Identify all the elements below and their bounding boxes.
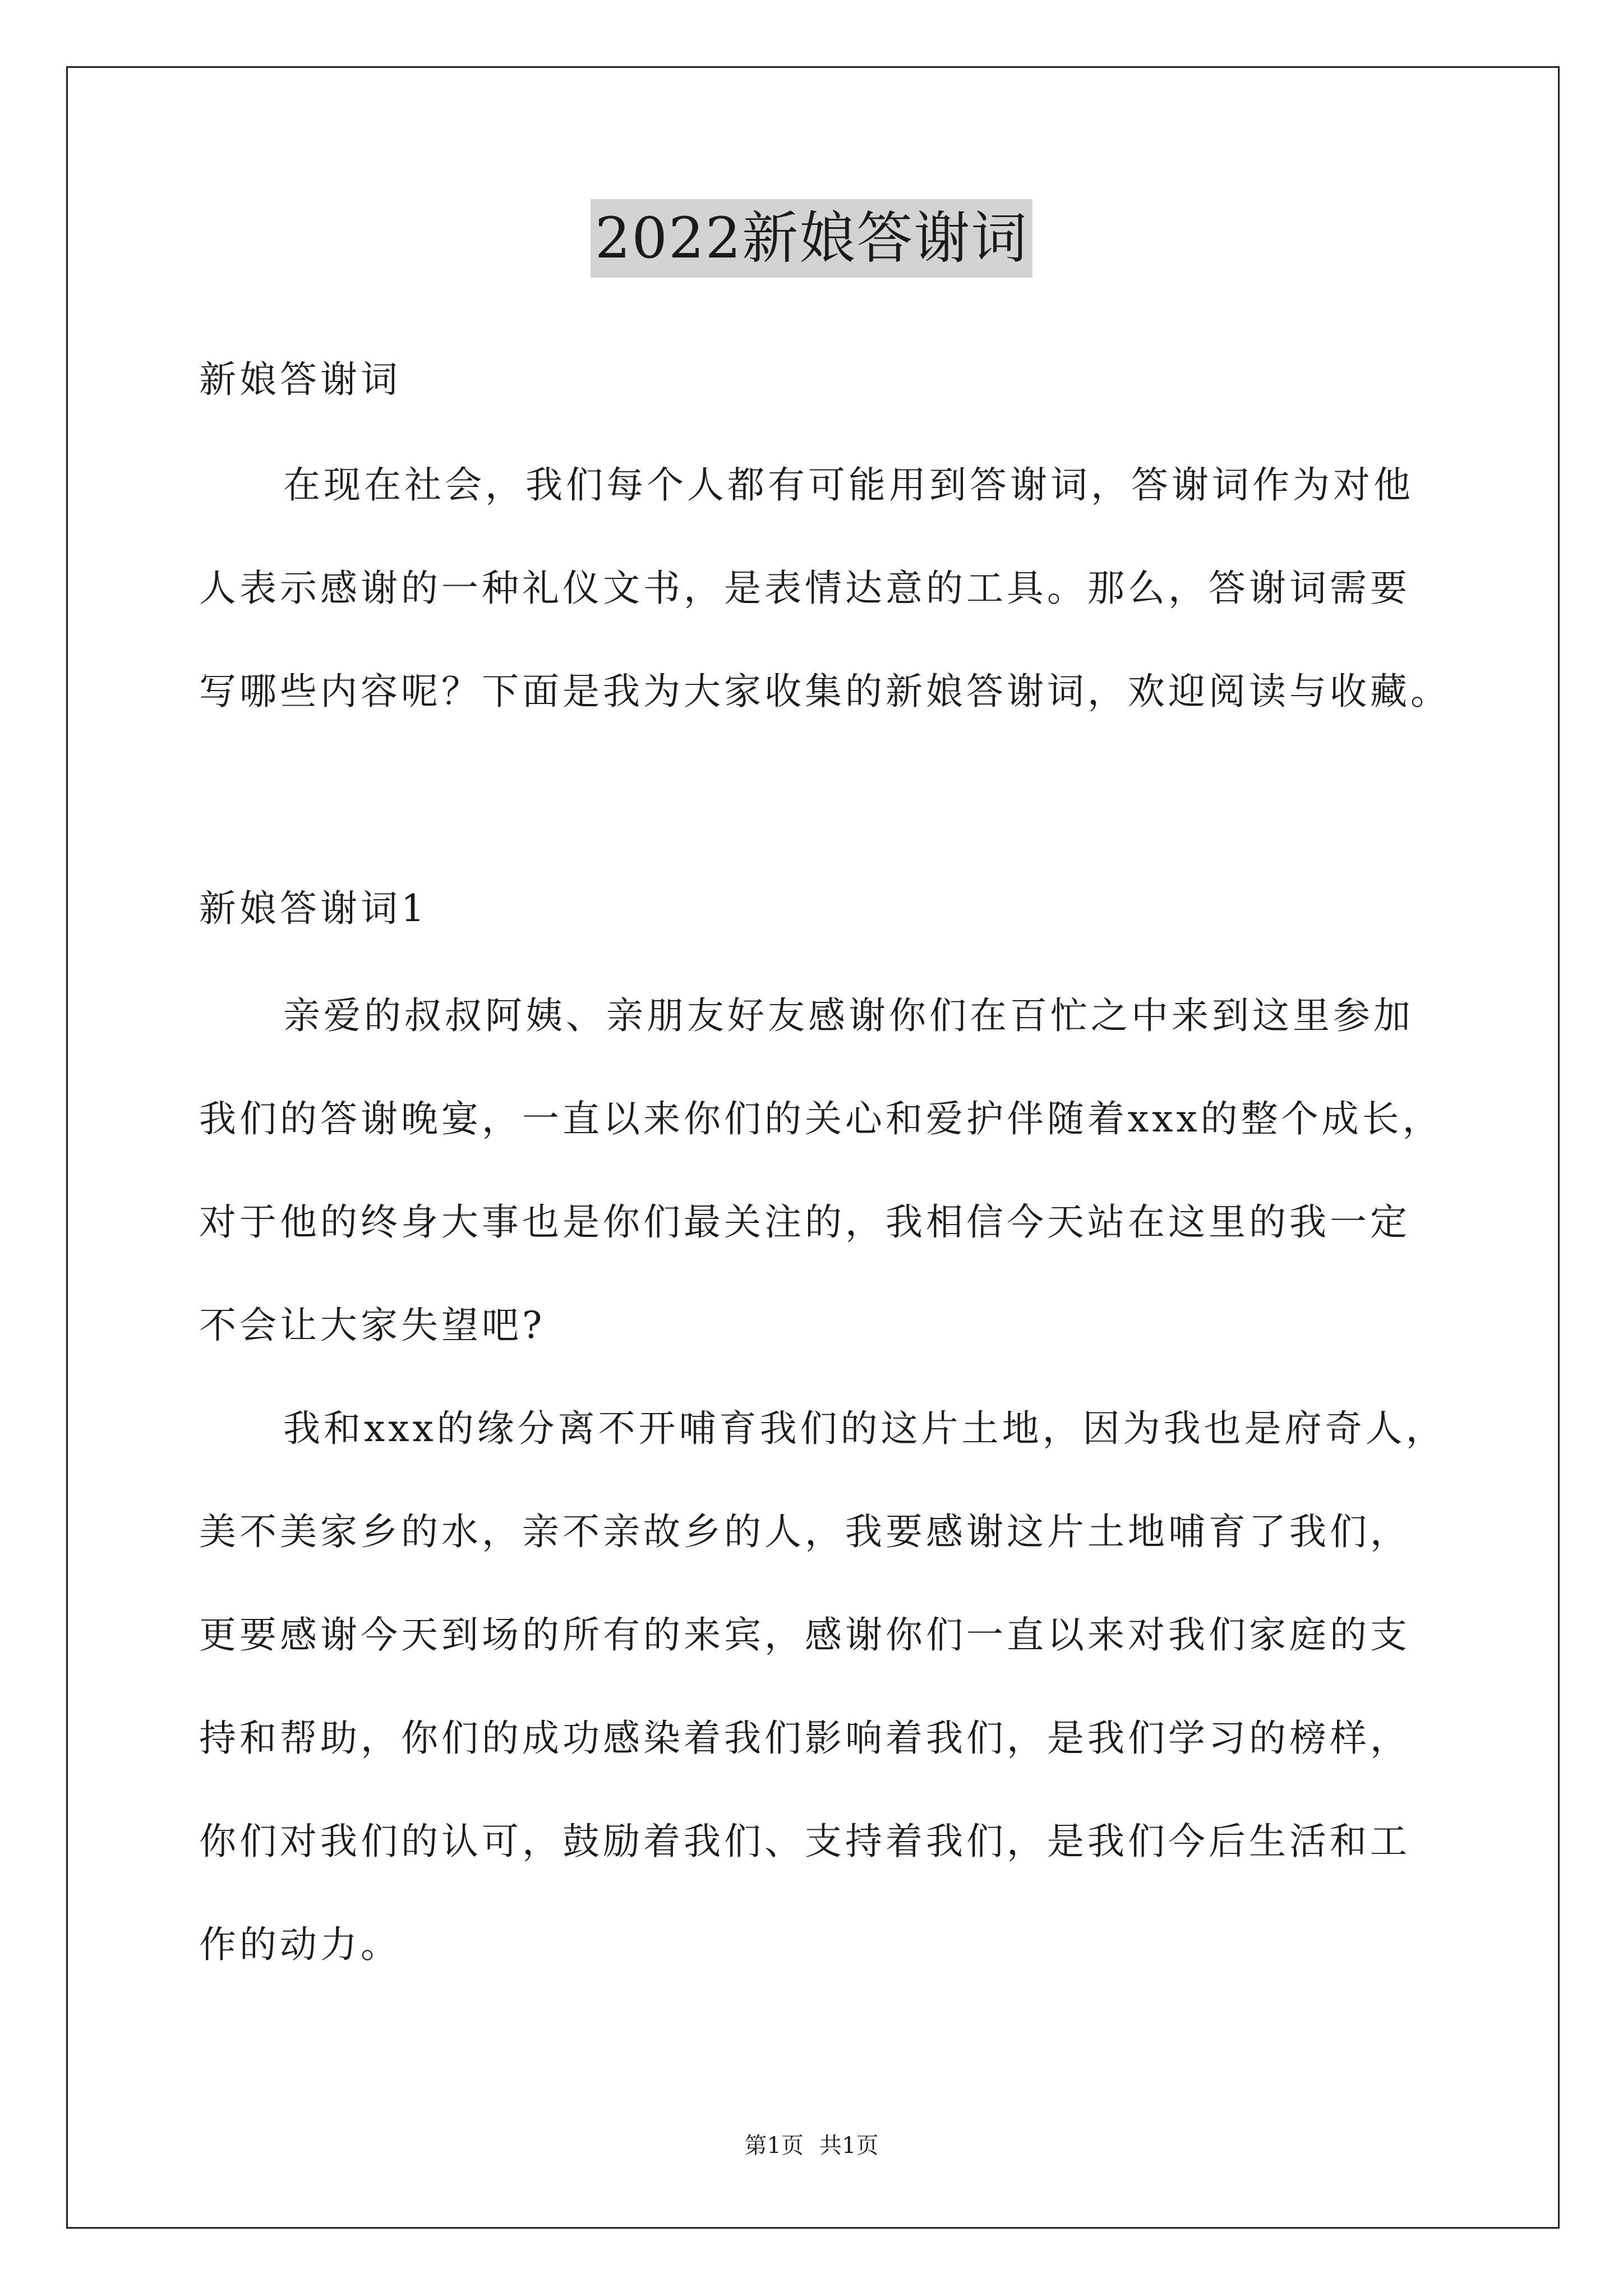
document-title: 2022新娘答谢词 [591,199,1033,278]
section-heading: 新娘答谢词1 [199,887,428,930]
paragraph-line: 不会让大家失望吧? [199,1304,546,1347]
paragraph-line: 作的动力。 [199,1923,401,1966]
paragraph-line: 在现在社会，我们每个人都有可能用到答谢词，答谢词作为对他 [283,463,1414,507]
paragraph-line: 亲爱的叔叔阿姨、亲朋友好友感谢你们在百忙之中来到这里参加 [283,994,1414,1037]
paragraph-line: 更要感谢今天到场的所有的来宾，感谢你们一直以来对我们家庭的支 [199,1613,1410,1657]
paragraph-line: 你们对我们的认可，鼓励着我们、支持着我们，是我们今后生活和工 [199,1820,1410,1863]
section-heading: 新娘答谢词 [199,358,401,401]
paragraph-line: 美不美家乡的水，亲不亲故乡的人，我要感谢这片土地哺育了我们， [199,1510,1410,1553]
paragraph-line: 写哪些内容呢？下面是我为大家收集的新娘答谢词，欢迎阅读与收藏。 [199,670,1451,713]
paragraph-line: 我们的答谢晚宴，一直以来你们的关心和爱护伴随着xxx的整个成长， [199,1097,1443,1140]
page-footer [0,2129,1623,2162]
paragraph-line: 人表示感谢的一种礼仪文书，是表情达意的工具。那么，答谢词需要 [199,567,1410,610]
paragraph-line: 我和xxx的缘分离不开哺育我们的这片土地，因为我也是府奇人， [283,1407,1446,1450]
title-container [0,199,1623,278]
page-number: 第1页 [744,2133,804,2159]
page-total: 共1页 [819,2133,879,2159]
paragraph-line: 持和帮助，你们的成功感染着我们影响着我们，是我们学习的榜样， [199,1717,1410,1760]
paragraph-line: 对于他的终身大事也是你们最关注的，我相信今天站在这里的我一定 [199,1200,1410,1244]
